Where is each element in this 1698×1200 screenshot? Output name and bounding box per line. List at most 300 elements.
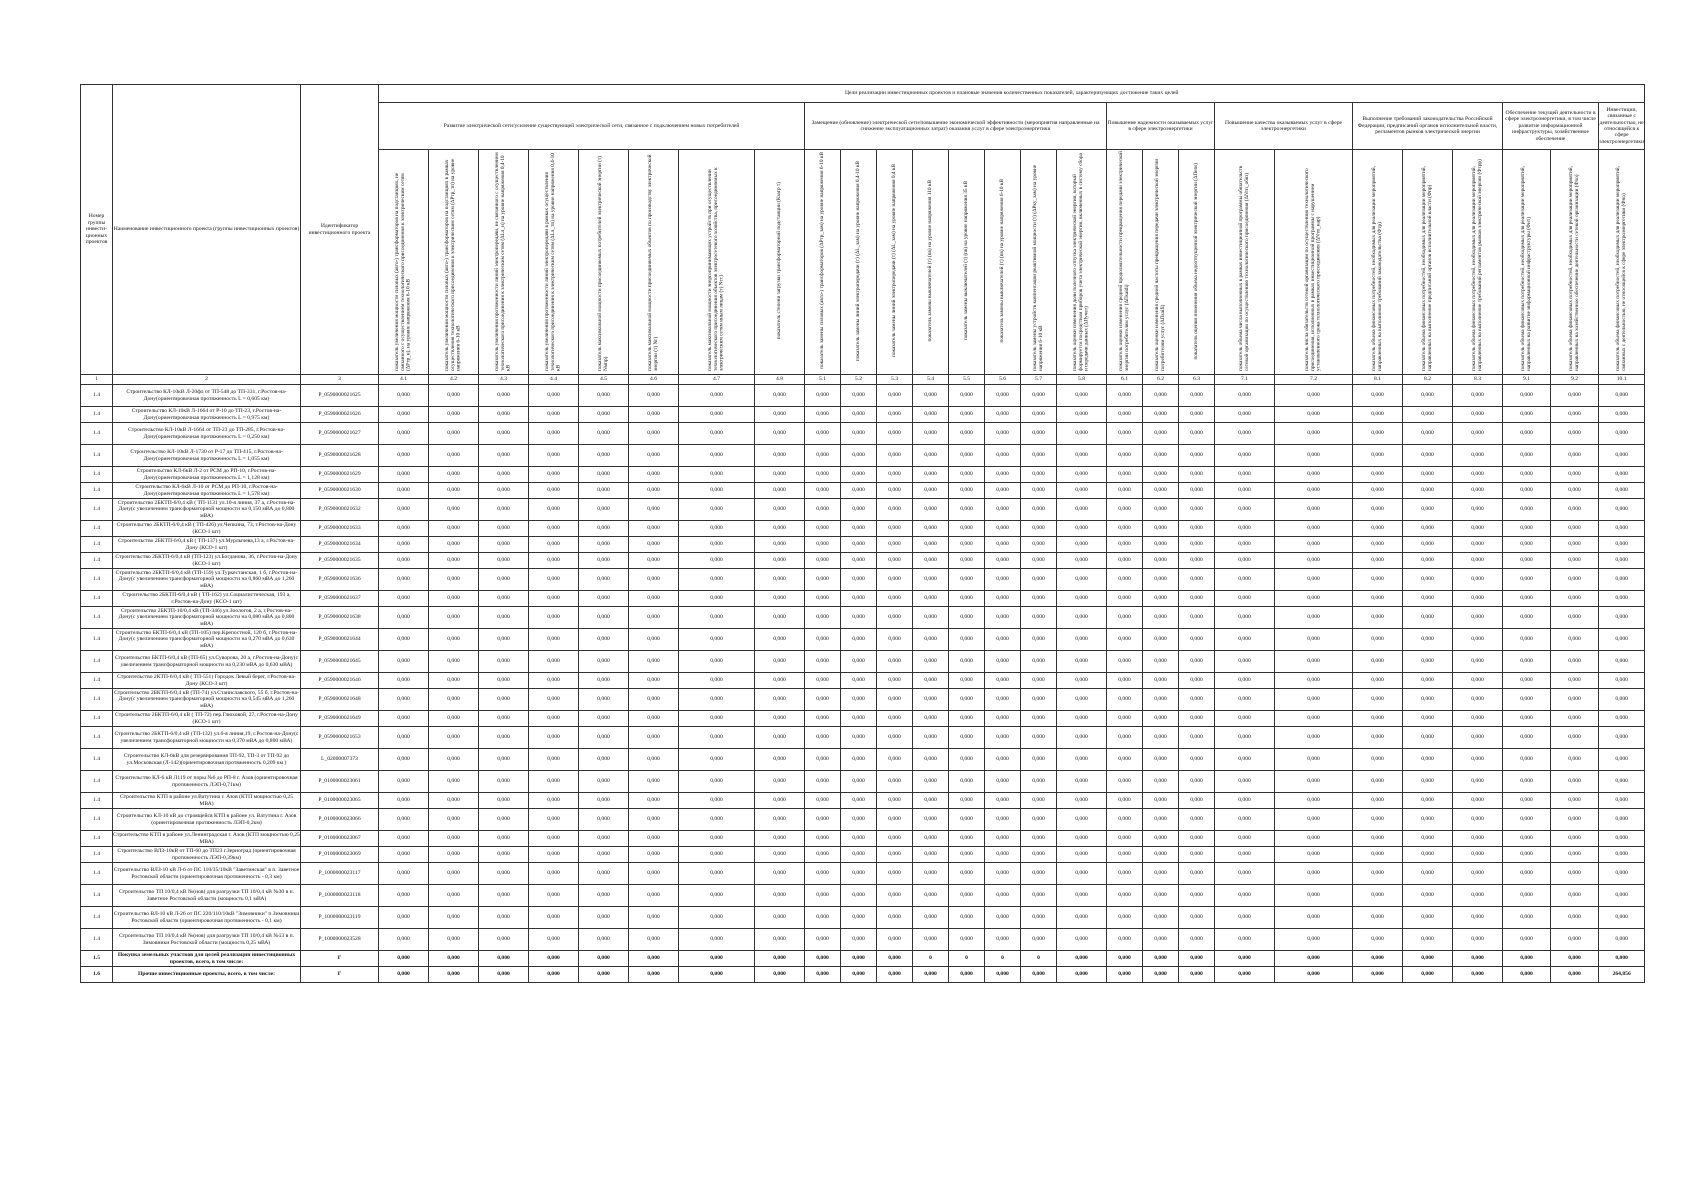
row-value-cell: 0,000 <box>579 651 629 673</box>
row-value-cell: 0,000 <box>529 673 579 689</box>
row-value-cell: 0,000 <box>379 385 429 407</box>
row-value-cell: 0,000 <box>1143 749 1179 771</box>
row-value-cell: 0,000 <box>1275 711 1353 727</box>
row-value-cell: 0,000 <box>1353 569 1403 591</box>
row-value-cell: 0,000 <box>1107 673 1143 689</box>
row-value-cell: 0,000 <box>1403 629 1453 651</box>
row-value-cell: 0,000 <box>1021 809 1057 831</box>
row-value-cell: 0,000 <box>529 629 579 651</box>
row-project-name: Строительство КЛ-6 кВ Л119 от поры №6 до РП-8 г. Азов (ориентировочная протяженность ЛЭП-0,71км) <box>113 771 301 793</box>
column-number: 9.1 <box>1503 375 1551 385</box>
row-value-cell: 0,000 <box>1143 967 1179 983</box>
row-value-cell: 0,000 <box>579 483 629 499</box>
column-number: 4.5 <box>579 375 629 385</box>
row-value-cell: 0,000 <box>1143 951 1179 967</box>
row-project-name: Строительство 2БКТП-10/0,4 кВ (ТП-346) ул.Зоологов, 2 а, г.Ростов-на-Дону(с увеличением трансформаторной мощности на 0,080 мВА до 0,800 мВА) <box>113 607 301 629</box>
row-value-cell: 0,000 <box>755 467 805 483</box>
row-value-cell: 0,000 <box>629 727 679 749</box>
row-value-cell: 0,000 <box>949 885 985 907</box>
indicator-header-text: показатель объема финансовых потребностей, необходимых для реализации мероприятий, направленных на хозяйственное обеспечение деятельности сетевой организации (Фхо) <box>1567 165 1580 371</box>
row-value-cell: 0,000 <box>1453 607 1503 629</box>
row-value-cell: 0,000 <box>755 863 805 885</box>
row-value-cell: 0,000 <box>841 483 877 499</box>
row-value-cell: 0,000 <box>1143 907 1179 929</box>
row-value-cell: 0,000 <box>1599 629 1645 651</box>
row-project-id: P_0590000021644 <box>301 629 379 651</box>
indicator-header <box>755 150 805 375</box>
table-row <box>81 499 1645 521</box>
indicator-header <box>1275 150 1353 375</box>
row-value-cell: 0,000 <box>1599 607 1645 629</box>
row-value-cell: 0,000 <box>1107 423 1143 445</box>
row-value-cell: 0,000 <box>1057 951 1107 967</box>
row-value-cell: 0,000 <box>1215 907 1275 929</box>
row-value-cell: 0,000 <box>479 967 529 983</box>
row-value-cell: 0,000 <box>429 749 479 771</box>
row-value-cell: 0,000 <box>985 537 1021 553</box>
row-value-cell: 0,000 <box>913 607 949 629</box>
row-project-name: Строительство КЛ-10 кВ до строящейся КТП в районе ул. Ватутина г. Азов (ориентировочная протяженность ЛЭП-0,2км) <box>113 809 301 831</box>
row-value-cell: 0,000 <box>1403 907 1453 929</box>
row-value-cell: 0,000 <box>1021 673 1057 689</box>
row-value-cell: 0,000 <box>1453 673 1503 689</box>
row-value-cell: 0,000 <box>877 499 913 521</box>
row-value-cell: 0,000 <box>1503 847 1551 863</box>
row-value-cell: 0,000 <box>913 885 949 907</box>
row-value-cell: 0,000 <box>1107 553 1143 569</box>
row-value-cell: 0,000 <box>877 553 913 569</box>
row-value-cell: 0,000 <box>629 629 679 651</box>
row-value-cell: 0,000 <box>949 445 985 467</box>
row-project-name: Строительство ВЛЗ-10кВ от ТП-60 до ТП23 г.Зерноград (ориентировочная протяженность ЛЭП-0,39км) <box>113 847 301 863</box>
row-project-name: Строительство 2БКТП-6/0,4 кВ (ТП-159) ул.Туркестанская, 1 б, г.Ростов-на-Дону(с увеличением трансформаторной мощности на 0,860 мВА до 1,260 мВА) <box>113 569 301 591</box>
row-value-cell: 0,000 <box>1353 831 1403 847</box>
row-value-cell: 0,000 <box>1599 847 1645 863</box>
row-value-cell: 0,000 <box>1403 537 1453 553</box>
indicator-header <box>1179 150 1215 375</box>
row-value-cell: 0,000 <box>1057 483 1107 499</box>
row-value-cell: 0,000 <box>1453 521 1503 537</box>
column-number: 5.7 <box>1021 375 1057 385</box>
row-value-cell: 0,000 <box>1503 749 1551 771</box>
column-number: 5.2 <box>841 375 877 385</box>
table-row <box>81 483 1645 499</box>
row-value-cell: 0,000 <box>1453 951 1503 967</box>
row-value-cell: 0,000 <box>1551 423 1599 445</box>
row-value-cell: 0,000 <box>529 831 579 847</box>
goal-group-header: Выполнение требований законодательства Российской Федерации, предписаний органов исполнительной власти, регламентов рынков электрической энергии <box>1353 103 1503 150</box>
row-value-cell: 0,000 <box>985 907 1021 929</box>
row-value-cell: 0,000 <box>479 553 529 569</box>
row-value-cell: 0,000 <box>679 863 755 885</box>
row-value-cell: 0,000 <box>877 885 913 907</box>
row-value-cell: 0,000 <box>1453 689 1503 711</box>
indicator-header <box>877 150 913 375</box>
row-value-cell: 0,000 <box>805 689 841 711</box>
row-value-cell: 0,000 <box>913 711 949 727</box>
row-value-cell: 0,000 <box>1179 907 1215 929</box>
indicator-header <box>1107 150 1143 375</box>
row-value-cell: 0,000 <box>1599 591 1645 607</box>
row-value-cell: 0,000 <box>985 445 1021 467</box>
row-value-cell: 0,000 <box>913 483 949 499</box>
row-value-cell: 0,000 <box>529 793 579 809</box>
row-value-cell: 0,000 <box>1403 951 1453 967</box>
row-project-name: Строительство 2БКТП-6/0,4 кВ (ТП-123) ул.Богданова, 36, г.Ростов-на-Дону (КСО-1 шт) <box>113 553 301 569</box>
row-value-cell: 0,000 <box>479 929 529 951</box>
row-group-code: 1.4 <box>81 445 113 467</box>
row-value-cell: 0,000 <box>949 569 985 591</box>
row-value-cell: 0,000 <box>805 711 841 727</box>
column-number: 4.6 <box>629 375 679 385</box>
row-value-cell: 0,000 <box>1599 771 1645 793</box>
row-value-cell: 0,000 <box>1057 521 1107 537</box>
row-value-cell: 0,000 <box>579 607 629 629</box>
row-value-cell: 0,000 <box>1403 863 1453 885</box>
row-group-code: 1.4 <box>81 793 113 809</box>
indicator-header <box>379 150 429 375</box>
row-value-cell: 0,000 <box>1179 591 1215 607</box>
row-value-cell: 0,000 <box>1179 967 1215 983</box>
row-value-cell: 0,000 <box>1551 499 1599 521</box>
row-value-cell: 0,000 <box>579 749 629 771</box>
row-value-cell: 0,000 <box>877 863 913 885</box>
row-project-id: P_0590000021633 <box>301 521 379 537</box>
row-value-cell: 0,000 <box>529 711 579 727</box>
row-value-cell: 0,000 <box>679 651 755 673</box>
row-value-cell: 0,000 <box>841 569 877 591</box>
row-value-cell: 0,000 <box>379 951 429 967</box>
row-value-cell: 0,000 <box>1215 771 1275 793</box>
row-value-cell: 0,000 <box>679 521 755 537</box>
row-value-cell: 0,000 <box>679 809 755 831</box>
row-value-cell: 0,000 <box>1057 467 1107 483</box>
row-value-cell: 0,000 <box>1021 445 1057 467</box>
row-value-cell: 0,000 <box>841 929 877 951</box>
row-value-cell: 0,000 <box>1403 553 1453 569</box>
row-value-cell: 0,000 <box>1143 521 1179 537</box>
row-value-cell: 0,000 <box>1057 793 1107 809</box>
goal-group-header: Повышение надежности оказываемых услуг в сфере электроэнергетики <box>1107 103 1215 150</box>
col-header-group-number: Номер группы инвести-ционных проектов <box>81 85 113 375</box>
row-group-code: 1.4 <box>81 607 113 629</box>
row-value-cell: 0,000 <box>755 929 805 951</box>
row-value-cell: 0,000 <box>841 771 877 793</box>
row-value-cell: 0,000 <box>1107 967 1143 983</box>
row-value-cell: 0,000 <box>629 793 679 809</box>
row-value-cell: 0,000 <box>841 591 877 607</box>
row-project-id: P_0590000021637 <box>301 591 379 607</box>
row-value-cell: 0,000 <box>877 467 913 483</box>
total-row <box>81 967 1645 983</box>
row-value-cell: 0,000 <box>755 967 805 983</box>
indicator-header-text: показатель увеличения протяженности линий электропередачи, не связанного с осуществлением технологического присоединения к электрическим сетям (ΔLл_н) на уровне напряжения 0,4-10 кВ <box>493 152 512 371</box>
row-value-cell: 0,000 <box>429 711 479 727</box>
row-value-cell: 0,000 <box>805 385 841 407</box>
table-title: Цели реализации инвестиционных проектов и плановые значения количественных показателей, характеризующих достижение таких целей <box>379 85 1645 103</box>
row-value-cell: 0,000 <box>379 591 429 607</box>
row-value-cell: 0,000 <box>1275 607 1353 629</box>
row-value-cell: 0,000 <box>755 771 805 793</box>
row-project-name: Строительство ТП 10/0,4 кВ №(нов) для разгрузки ТП 10/0,4 кВ №30 в п. Заветное Ростовской области (мощность 0,1 мВА) <box>113 885 301 907</box>
row-value-cell: 0,000 <box>529 591 579 607</box>
row-value-cell: 0,000 <box>1275 831 1353 847</box>
row-project-name: Покупка земельных участков для целей реализации инвестиционных проектов, всего, в том числе: <box>113 951 301 967</box>
row-value-cell: 0,000 <box>479 863 529 885</box>
row-value-cell: 0,000 <box>805 467 841 483</box>
row-value-cell: 0,000 <box>1599 651 1645 673</box>
row-value-cell: 0,000 <box>1503 967 1551 983</box>
row-project-name: Строительство БКТП-6/0,4 кВ (ТП-65) ул.Суворова, 20 а, г.Ростов-на-Дону(с увеличением трансформаторной мощности на 0,230 мВА до 0,630 мВА) <box>113 651 301 673</box>
row-value-cell: 0,000 <box>1503 537 1551 553</box>
row-value-cell: 0,000 <box>479 651 529 673</box>
row-value-cell: 0 <box>1021 951 1057 967</box>
column-number: 4.7 <box>679 375 755 385</box>
row-value-cell: 0,000 <box>877 711 913 727</box>
row-value-cell: 0,000 <box>755 727 805 749</box>
row-value-cell: 0,000 <box>679 689 755 711</box>
row-value-cell: 0,000 <box>841 847 877 863</box>
row-value-cell: 0,000 <box>1503 445 1551 467</box>
row-value-cell: 0,000 <box>1599 499 1645 521</box>
row-value-cell: 264,856 <box>1599 967 1645 983</box>
row-value-cell: 0,000 <box>679 569 755 591</box>
row-value-cell: 0,000 <box>1179 553 1215 569</box>
row-value-cell: 0,000 <box>1353 591 1403 607</box>
row-value-cell: 0,000 <box>479 521 529 537</box>
row-value-cell: 0,000 <box>805 483 841 499</box>
indicator-header-text: показатель максимальной мощности присоединяемых потребителей электрической энергии (т) Nмпр) <box>596 155 609 371</box>
row-value-cell: 0,000 <box>1275 847 1353 863</box>
row-value-cell: 0,000 <box>755 385 805 407</box>
row-value-cell: 0,000 <box>949 771 985 793</box>
row-value-cell: 0,000 <box>1503 863 1551 885</box>
row-project-name: Строительство ВЛ-10 кВ Л-26 от ПС 220/110/10кВ "Зимовники" п.Зимовники Ростовской области (ориентировочная протяженность - 0,1 км) <box>113 907 301 929</box>
row-value-cell: 0,000 <box>755 673 805 689</box>
row-value-cell: 0,000 <box>629 809 679 831</box>
row-project-name: Строительство КЛ-10кВ Л-1730 от Р-17 до ТП-415, г.Ростов-на-Дону(ориентировочная протяженность L = 1,055 км) <box>113 445 301 467</box>
row-value-cell: 0,000 <box>579 553 629 569</box>
row-value-cell: 0,000 <box>1275 385 1353 407</box>
row-value-cell: 0,000 <box>949 673 985 689</box>
row-value-cell: 0,000 <box>841 537 877 553</box>
row-value-cell: 0,000 <box>1215 521 1275 537</box>
row-value-cell: 0,000 <box>1179 569 1215 591</box>
row-value-cell: 0,000 <box>1107 885 1143 907</box>
indicator-header <box>429 150 479 375</box>
row-value-cell: 0,000 <box>429 629 479 651</box>
row-value-cell: 0,000 <box>1215 407 1275 423</box>
row-project-id: P_0100000023066 <box>301 809 379 831</box>
row-value-cell: 0,000 <box>1057 407 1107 423</box>
row-value-cell: 0,000 <box>679 673 755 689</box>
row-value-cell: 0,000 <box>877 967 913 983</box>
row-value-cell: 0,000 <box>1021 793 1057 809</box>
row-value-cell: 0,000 <box>1107 651 1143 673</box>
row-value-cell: 0,000 <box>985 385 1021 407</box>
row-value-cell: 0,000 <box>1275 553 1353 569</box>
row-value-cell: 0,000 <box>1107 591 1143 607</box>
row-value-cell: 0,000 <box>949 967 985 983</box>
row-value-cell: 0,000 <box>755 407 805 423</box>
table-row <box>81 423 1645 445</box>
row-value-cell: 0,000 <box>1503 809 1551 831</box>
row-value-cell: 0,000 <box>1403 771 1453 793</box>
row-value-cell: 0,000 <box>1403 831 1453 847</box>
row-value-cell: 0,000 <box>1143 445 1179 467</box>
row-value-cell: 0,000 <box>1599 483 1645 499</box>
row-value-cell: 0,000 <box>429 483 479 499</box>
indicator-header-text: показатель оценки изменения объема недоотпущенной электрической энергии (ΔПens) <box>1192 162 1199 360</box>
row-value-cell: 0,000 <box>1403 847 1453 863</box>
row-value-cell: 0,000 <box>679 885 755 907</box>
row-value-cell: 0,000 <box>805 423 841 445</box>
row-value-cell: 0,000 <box>841 749 877 771</box>
row-value-cell: 0,000 <box>1503 689 1551 711</box>
row-project-name: Строительство КЛ-6кВ Л-10 от РСМ до РП-10, г.Ростов-на-Дону(ориентировочная протяженность L = 1,578 км) <box>113 483 301 499</box>
row-value-cell: 0,000 <box>1503 711 1551 727</box>
row-value-cell: 0,000 <box>1599 569 1645 591</box>
row-value-cell: 0,000 <box>1143 809 1179 831</box>
row-value-cell: 0,000 <box>949 521 985 537</box>
row-value-cell: 0,000 <box>379 863 429 885</box>
row-value-cell: 0,000 <box>805 831 841 847</box>
indicator-header-text: показатель увеличения мощности силовых (авто-) трансформаторов на подстанциях в рамках осуществления технологического присоединения к электрическим сетям (ΔPтр_тп) на уровне напряжения 6-10 кВ <box>443 158 462 371</box>
row-value-cell: 0,000 <box>379 885 429 907</box>
row-value-cell: 0,000 <box>679 423 755 445</box>
indicator-header-text: показатель увеличения мощности силовых (авто-) трансформаторов на подстанциях, не связанного с осуществлением технологического присоединения к электрическим сетям (ΔPтр_н), на уровне напряжения 6-10 кВ <box>393 172 412 371</box>
row-value-cell: 0,000 <box>429 727 479 749</box>
row-value-cell: 0,000 <box>1403 967 1453 983</box>
row-value-cell: 0,000 <box>379 651 429 673</box>
row-value-cell: 0,000 <box>805 673 841 689</box>
row-value-cell: 0,000 <box>805 591 841 607</box>
row-value-cell: 0,000 <box>1057 629 1107 651</box>
row-value-cell: 0,000 <box>1275 967 1353 983</box>
row-value-cell: 0,000 <box>1503 385 1551 407</box>
row-group-code: 1.4 <box>81 907 113 929</box>
row-value-cell: 0,000 <box>1403 423 1453 445</box>
row-value-cell: 0,000 <box>949 727 985 749</box>
row-value-cell: 0,000 <box>629 711 679 727</box>
indicator-header <box>949 150 985 375</box>
row-value-cell: 0,000 <box>1551 629 1599 651</box>
row-value-cell: 0,000 <box>841 689 877 711</box>
indicator-header-text: показатель объема финансовых потребностей, необходимых для реализации мероприятий, направленных на развитие информационной инфраструктуры (Фит) <box>1519 165 1532 371</box>
row-value-cell: 0,000 <box>1599 553 1645 569</box>
row-value-cell: 0,000 <box>877 809 913 831</box>
indicator-header-text: показатель замены линий электропередачи (т) (ΔL_зам) на уровне напряжения 0,4-10 кВ <box>854 160 861 361</box>
indicator-header-text: показатель максимальной мощности присоединяемых объектов по производству электрической энергии (т) Nг) <box>646 154 659 371</box>
row-value-cell: 0,000 <box>1179 749 1215 771</box>
row-value-cell: 0,000 <box>1453 711 1503 727</box>
row-value-cell: 0,000 <box>379 553 429 569</box>
row-value-cell: 0,000 <box>1453 793 1503 809</box>
row-value-cell: 0,000 <box>1143 499 1179 521</box>
row-value-cell: 0,000 <box>1551 929 1599 951</box>
row-value-cell: 0,000 <box>841 793 877 809</box>
row-value-cell: 0,000 <box>629 467 679 483</box>
row-value-cell: 0,000 <box>479 385 529 407</box>
row-value-cell: 0,000 <box>579 809 629 831</box>
row-value-cell: 0,000 <box>913 967 949 983</box>
row-value-cell: 0,000 <box>1503 499 1551 521</box>
row-group-code: 1.4 <box>81 863 113 885</box>
row-value-cell: 0,000 <box>805 651 841 673</box>
row-value-cell: 0,000 <box>841 423 877 445</box>
row-value-cell: 0,000 <box>949 407 985 423</box>
table-row <box>81 569 1645 591</box>
table-row <box>81 831 1645 847</box>
row-project-name: Строительство 2БКТП-6/0,4 кВ ( ТП-137) ул.Мурлычева,13 а, г.Ростов-на-Дону (КСО-1 шт) <box>113 537 301 553</box>
row-value-cell: 0,000 <box>913 809 949 831</box>
indicator-header <box>1503 150 1551 375</box>
row-value-cell: 0,000 <box>1275 673 1353 689</box>
row-value-cell: 0,000 <box>841 499 877 521</box>
row-value-cell: 0,000 <box>629 749 679 771</box>
row-value-cell: 0,000 <box>1353 711 1403 727</box>
row-project-name: Строительство 2БКТП-6/0,4 кВ ( ТП-426) ул.Чепкина, 73, г.Ростов-на-Дону (КСО-1 шт) <box>113 521 301 537</box>
row-group-code: 1.4 <box>81 847 113 863</box>
row-value-cell: 0,000 <box>1453 831 1503 847</box>
row-value-cell: 0,000 <box>755 591 805 607</box>
row-value-cell: 0,000 <box>629 521 679 537</box>
row-value-cell: 0,000 <box>877 771 913 793</box>
row-value-cell: 0,000 <box>755 793 805 809</box>
row-value-cell: 0,000 <box>1403 521 1453 537</box>
row-value-cell: 0,000 <box>1453 569 1503 591</box>
row-value-cell: 0,000 <box>1057 651 1107 673</box>
row-value-cell: 0,000 <box>1107 407 1143 423</box>
indicator-header-text: показатель максимальной мощности энергопринимающих устройств при осуществлении технологического присоединения объектов электросетевого хозяйства, присоединяемых к электрическим сетям иным лицам (т) Nтс) <box>706 167 725 371</box>
indicator-header <box>1215 150 1275 375</box>
row-value-cell: 0,000 <box>429 423 479 445</box>
row-group-code: 1.4 <box>81 771 113 793</box>
row-group-code: 1.4 <box>81 407 113 423</box>
row-value-cell: 0,000 <box>579 629 629 651</box>
row-value-cell: 0,000 <box>755 689 805 711</box>
row-value-cell: 0,000 <box>841 629 877 651</box>
row-value-cell: 0,000 <box>841 863 877 885</box>
row-value-cell: 0,000 <box>1551 793 1599 809</box>
row-value-cell: 0,000 <box>379 423 429 445</box>
column-number: 9.2 <box>1551 375 1599 385</box>
row-value-cell: 0,000 <box>429 863 479 885</box>
row-project-id: P_0590000021635 <box>301 553 379 569</box>
row-value-cell: 0,000 <box>1551 569 1599 591</box>
row-value-cell: 0,000 <box>1107 831 1143 847</box>
row-value-cell: 0,000 <box>1275 809 1353 831</box>
row-value-cell: 0,000 <box>949 749 985 771</box>
row-value-cell: 0,000 <box>1551 537 1599 553</box>
row-value-cell: 0,000 <box>1403 749 1453 771</box>
row-group-code: 1.4 <box>81 467 113 483</box>
row-value-cell: 0,000 <box>1453 863 1503 885</box>
row-project-id: P_0590000021626 <box>301 407 379 423</box>
row-value-cell: 0,000 <box>985 651 1021 673</box>
row-group-code: 1.6 <box>81 967 113 983</box>
row-value-cell: 0,000 <box>1021 607 1057 629</box>
row-value-cell: 0,000 <box>755 521 805 537</box>
column-number: 5.5 <box>949 375 985 385</box>
row-value-cell: 0,000 <box>1057 929 1107 951</box>
row-value-cell: 0,000 <box>1179 863 1215 885</box>
row-value-cell: 0,000 <box>1215 831 1275 847</box>
row-project-name: Строительство 2БКТП-6/0,4 кВ ( ТП-1131 ул.10-я линия, 37 а, г.Ростов-на-Дону(с увеличением трансформаторной мощности на 0,150 мВА до 0,800 мВА) <box>113 499 301 521</box>
row-value-cell: 0,000 <box>679 967 755 983</box>
row-value-cell: 0,000 <box>1551 727 1599 749</box>
row-value-cell: 0,000 <box>755 423 805 445</box>
